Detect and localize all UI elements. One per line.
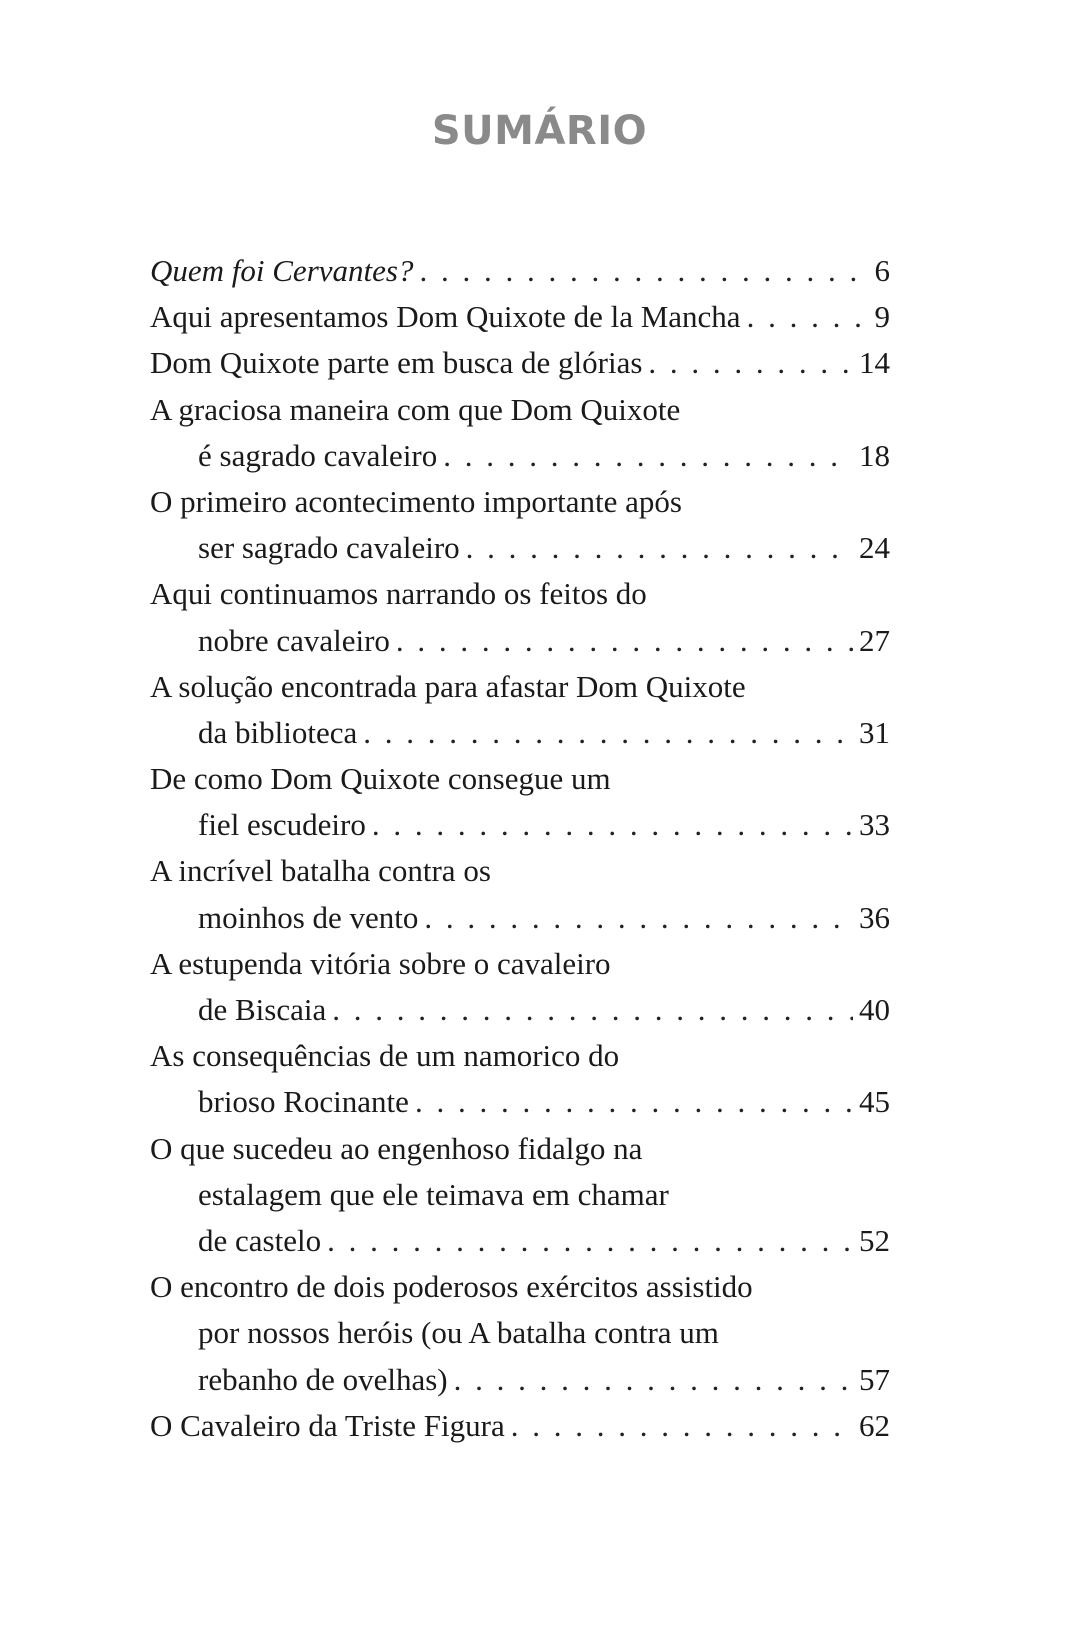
toc-entry-line (150, 1218, 890, 1264)
toc-entry-title: de castelo (198, 1222, 322, 1258)
toc-entry-line (150, 571, 890, 617)
dot-leader (415, 1079, 853, 1125)
toc-entry-title: A incrível batalha contra os (150, 853, 491, 889)
dot-leader (372, 802, 853, 848)
toc-page-number: 27 (859, 622, 890, 658)
toc-entry[interactable] (150, 387, 890, 479)
toc-entry-line (150, 1310, 890, 1356)
dot-leader (454, 1357, 853, 1403)
toc-entry-title: ser sagrado cavaleiro (198, 530, 460, 566)
toc-page-number: 33 (859, 807, 890, 843)
toc-page-number: 45 (859, 1084, 890, 1120)
toc-entry[interactable] (150, 479, 890, 571)
toc-entry-title: A estupenda vitória sobre o cavaleiro (150, 945, 611, 981)
toc-entry-title: De como Dom Quixote consegue um (150, 761, 611, 797)
toc-entry-title: nobre cavaleiro (198, 622, 390, 658)
dot-leader (363, 710, 853, 756)
toc-page-number: 62 (859, 1407, 890, 1443)
toc-entry-title: da biblioteca (198, 714, 358, 750)
toc-entry[interactable] (150, 664, 890, 756)
toc-entry-title: O Cavaleiro da Triste Figura (150, 1407, 505, 1443)
toc-entry-line (150, 387, 890, 433)
toc-page-number: 40 (859, 992, 890, 1027)
toc-entry-line (150, 433, 890, 479)
toc-entry-title: por nossos heróis (ou A batalha contra um (198, 1315, 719, 1351)
toc-entry-line (150, 1126, 890, 1172)
toc-entry-line (150, 848, 890, 894)
toc-page-number: 24 (859, 530, 890, 566)
dot-leader (648, 340, 853, 386)
toc-page-number: 9 (874, 299, 890, 335)
toc-entry-title: A graciosa maneira com que Dom Quixote (150, 391, 681, 427)
toc-entry-title: brioso Rocinante (198, 1084, 409, 1120)
toc-page-number: 31 (859, 714, 890, 750)
toc-page-number: 57 (859, 1361, 890, 1397)
toc-entry-title: Aqui continuamos narrando os feitos do (150, 576, 647, 612)
toc-entry-line (150, 756, 890, 802)
toc-entry-title: Quem foi Cervantes? (150, 253, 414, 288)
dot-leader (511, 1403, 853, 1449)
toc-entry-line (150, 525, 890, 571)
toc-page-number: 52 (859, 1222, 890, 1258)
toc-entry-line (150, 802, 890, 848)
toc-entry-line (150, 664, 890, 710)
dot-leader (327, 1218, 853, 1264)
toc-entry[interactable] (150, 294, 890, 340)
toc-entry-line (150, 941, 890, 987)
toc-entry-line (150, 1079, 890, 1125)
toc-entry[interactable] (150, 1264, 890, 1403)
toc-entry-title: fiel escudeiro (198, 807, 366, 843)
toc-entry-title: rebanho de ovelhas) (198, 1361, 448, 1397)
toc-entry-title: Aqui apresentamos Dom Quixote de la Mancha (150, 299, 741, 335)
toc-entry-line (150, 1172, 890, 1218)
toc-entry[interactable] (150, 340, 890, 386)
dot-leader (424, 895, 853, 941)
toc-entry-title: As consequências de um namorico do (150, 1038, 620, 1074)
toc-entry-line (150, 248, 890, 294)
dot-leader (747, 294, 869, 340)
toc-entry-line (150, 710, 890, 756)
toc-entry-title: Dom Quixote parte em busca de glórias (150, 345, 643, 381)
dot-leader (396, 618, 853, 664)
toc-entry-line (150, 1403, 890, 1449)
toc-entry[interactable] (150, 848, 890, 940)
toc-entry-line (150, 1357, 890, 1403)
toc-entry[interactable] (150, 248, 890, 294)
dot-leader (419, 248, 868, 294)
toc-entry-line (150, 1264, 890, 1310)
toc-page-number: 18 (859, 437, 890, 473)
table-of-contents (150, 248, 890, 1449)
toc-entry[interactable] (150, 1033, 890, 1125)
toc-entry-title: de Biscaia (198, 992, 327, 1027)
toc-page-number: 14 (859, 345, 890, 381)
toc-entry-line (150, 479, 890, 525)
toc-entry[interactable] (150, 756, 890, 848)
toc-page-number: 36 (859, 899, 890, 935)
toc-entry[interactable] (150, 571, 890, 663)
page-title: SUMÁRIO (431, 108, 648, 154)
toc-entry-title: A solução encontrada para afastar Dom Quixote (150, 668, 746, 704)
toc-entry-line (150, 340, 890, 386)
toc-entry-title: moinhos de vento (198, 899, 419, 935)
dot-leader (443, 433, 853, 479)
toc-entry-line (150, 895, 890, 941)
toc-entry-line (150, 1033, 890, 1079)
toc-entry[interactable] (150, 1126, 890, 1265)
toc-entry-title: O encontro de dois poderosos exércitos assistido (150, 1269, 753, 1305)
toc-entry-line (150, 987, 890, 1033)
toc-entry-title: estalagem que ele teimava em chamar (198, 1176, 669, 1212)
toc-entry-title: O que sucedeu ao engenhoso fidalgo na (150, 1130, 643, 1166)
toc-entry-line (150, 618, 890, 664)
toc-entry[interactable] (150, 1403, 890, 1449)
toc-entry-title: é sagrado cavaleiro (198, 437, 438, 473)
toc-page-number: 6 (874, 253, 890, 288)
dot-leader (332, 987, 853, 1033)
toc-entry-line (150, 294, 890, 340)
toc-entry-title: O primeiro acontecimento importante após (150, 483, 682, 519)
toc-entry[interactable] (150, 941, 890, 1033)
dot-leader (466, 525, 853, 571)
